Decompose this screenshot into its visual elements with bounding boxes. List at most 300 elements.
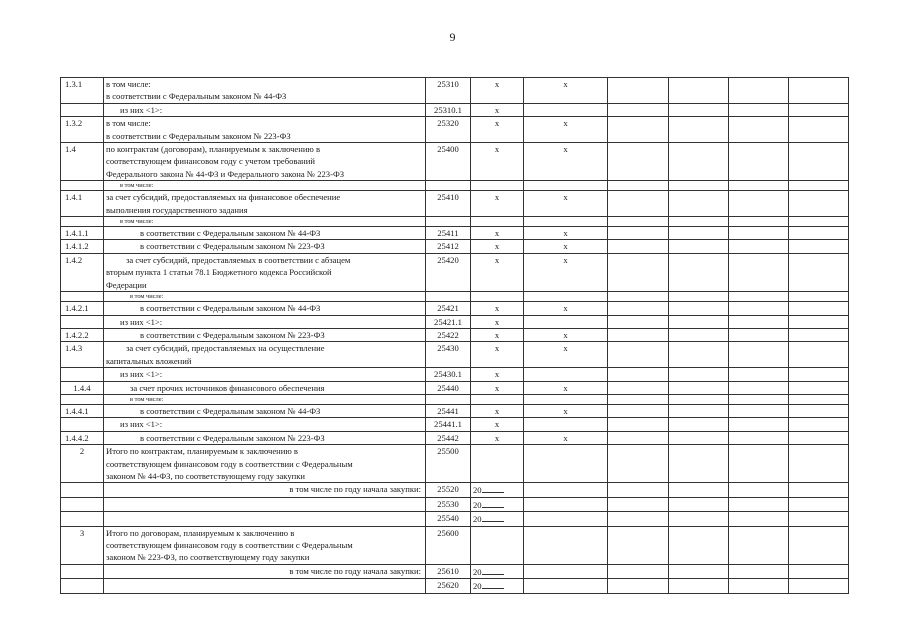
empty-cell [729,143,789,181]
row-description [104,342,426,368]
cell-mark: х [471,342,524,368]
row-description [104,181,426,191]
cell-mark [524,497,608,511]
description-line: в том числе: [130,395,164,403]
cell-mark: х [471,253,524,291]
cell-mark: х [524,143,608,181]
description-line: законом № 223-ФЗ, по соответствующему году закупки [106,552,310,563]
cell-mark: х [524,302,608,315]
empty-cell [608,191,669,217]
row-code: 25421.1 [426,315,471,328]
description-line: в том числе: [120,218,154,226]
row-description [104,579,426,593]
row-number [61,315,104,328]
empty-cell [729,342,789,368]
empty-cell [669,483,729,497]
row-description [104,418,426,431]
empty-cell [789,227,849,240]
table-row [61,579,849,593]
row-code: 25440 [426,381,471,394]
row-code: 25412 [426,240,471,253]
table-row [61,483,849,497]
cell-mark [524,512,608,526]
row-code: 25620 [426,579,471,593]
empty-cell [729,292,789,302]
cell-mark: х [524,431,608,444]
description-line [106,512,423,524]
row-number [61,181,104,191]
empty-cell [669,564,729,578]
empty-cell [789,292,849,302]
empty-cell [669,302,729,315]
empty-cell [789,483,849,497]
cell-mark: х [524,404,608,417]
year-prefix: 20 [473,566,482,577]
description-line: вторым пункта 1 статьи 78.1 Бюджетного кодекса Российской [106,267,332,278]
empty-cell [789,253,849,291]
row-code: 25422 [426,328,471,341]
row-description [104,103,426,116]
description-line: в том числе: [130,293,164,301]
cell-mark [524,217,608,227]
empty-cell [669,404,729,417]
cell-mark [471,445,524,483]
empty-cell [789,497,849,511]
description-line: в том числе: [106,118,151,129]
empty-cell [669,445,729,483]
year-prefix: 20 [473,581,482,592]
cell-mark [524,526,608,564]
description-line: за счет субсидий, предоставляемых на финансовое обеспечение [106,192,341,203]
empty-cell [729,404,789,417]
row-description [104,497,426,511]
year-cell [471,564,524,578]
description-line: за счет субсидий, предоставляемых на осуществление [126,343,325,354]
year-cell [471,579,524,593]
row-number [61,512,104,526]
row-code: 25520 [426,483,471,497]
table-body [61,78,849,594]
description-line: в соответствии с Федеральным законом № 44-ФЗ [140,228,321,239]
empty-cell [729,579,789,593]
table-row [61,381,849,394]
description-line [106,498,423,510]
row-code: 25442 [426,431,471,444]
row-description [104,404,426,417]
cell-mark: х [471,191,524,217]
row-number: 1.4.1.1 [61,227,104,240]
table-row [61,253,849,291]
empty-cell [729,394,789,404]
description-line: Федерации [106,279,147,290]
empty-cell [729,191,789,217]
empty-cell [789,117,849,143]
cell-mark: х [524,117,608,143]
description-line: в соответствии с Федеральным законом № 223-ФЗ [140,329,325,340]
row-description [104,328,426,341]
row-code: 25610 [426,564,471,578]
empty-cell [608,103,669,116]
description-line: из них <1>: [120,369,163,380]
row-description [104,483,426,497]
table-row [61,191,849,217]
row-number: 1.4.2 [61,253,104,291]
empty-cell [729,526,789,564]
cell-mark: х [471,418,524,431]
cell-mark: х [471,103,524,116]
table-row [61,103,849,116]
empty-cell [729,240,789,253]
description-line: в том числе по году начала закупки: [289,565,421,576]
table-row [61,418,849,431]
year-cell [471,512,524,526]
empty-cell [669,394,729,404]
cell-mark: х [471,227,524,240]
empty-cell [729,512,789,526]
empty-cell [789,143,849,181]
cell-mark: х [471,143,524,181]
row-code [426,217,471,227]
cell-mark: х [471,368,524,381]
cell-mark: х [471,381,524,394]
table-row [61,117,849,143]
empty-cell [608,368,669,381]
row-number [61,394,104,404]
year-cell [471,497,524,511]
empty-cell [669,117,729,143]
empty-cell [729,368,789,381]
cell-mark [471,292,524,302]
description-line: в соответствии с Федеральным законом № 44-ФЗ [106,91,287,102]
empty-cell [789,431,849,444]
empty-cell [789,328,849,341]
row-code [426,181,471,191]
table-row [61,512,849,526]
row-number [61,103,104,116]
cell-mark [471,526,524,564]
empty-cell [608,227,669,240]
empty-cell [789,564,849,578]
description-line: Итого по контрактам, планируемым к заключению в [106,446,298,457]
empty-cell [608,445,669,483]
table-row [61,217,849,227]
table-row [61,368,849,381]
cell-mark: х [524,78,608,104]
empty-cell [669,191,729,217]
year-blank-line [482,512,504,522]
table-row [61,181,849,191]
empty-cell [789,368,849,381]
empty-cell [669,497,729,511]
cell-mark [524,315,608,328]
row-number [61,564,104,578]
description-line: соответствующем финансовом году с учетом требований [106,156,315,167]
row-code [426,292,471,302]
row-code: 25530 [426,497,471,511]
row-number [61,217,104,227]
cell-mark: х [471,302,524,315]
empty-cell [608,117,669,143]
empty-cell [729,497,789,511]
empty-cell [789,381,849,394]
row-code: 25310.1 [426,103,471,116]
empty-cell [789,418,849,431]
cell-mark [524,181,608,191]
description-line: Итого по договорам, планируемым к заключению в [106,527,295,538]
table-row [61,431,849,444]
empty-cell [789,217,849,227]
cell-mark: х [471,117,524,143]
empty-cell [608,404,669,417]
empty-cell [789,512,849,526]
row-number: 1.4.4.2 [61,431,104,444]
row-description [104,315,426,328]
row-number [61,292,104,302]
table-row [61,497,849,511]
row-description [104,240,426,253]
year-blank-line [482,579,504,589]
table-row [61,78,849,104]
empty-cell [608,143,669,181]
row-code: 25441.1 [426,418,471,431]
description-line: Федерального закона № 44-ФЗ и Федерального закона № 223-ФЗ [106,168,345,179]
empty-cell [669,181,729,191]
table-row [61,526,849,564]
empty-cell [789,181,849,191]
empty-cell [608,418,669,431]
row-number: 1.3.2 [61,117,104,143]
table-row [61,302,849,315]
empty-cell [789,579,849,593]
table-row [61,292,849,302]
cell-mark [471,181,524,191]
empty-cell [608,78,669,104]
row-description [104,512,426,526]
cell-mark [524,418,608,431]
row-number: 1.4.4 [61,381,104,394]
empty-cell [608,342,669,368]
year-blank-line [482,565,504,575]
row-number: 1.4.4.1 [61,404,104,417]
cell-mark: х [524,191,608,217]
page-number: 9 [449,30,456,44]
empty-cell [608,579,669,593]
row-description [104,381,426,394]
empty-cell [608,302,669,315]
table-row [61,240,849,253]
cell-mark [524,394,608,404]
row-code: 25320 [426,117,471,143]
row-description [104,302,426,315]
empty-cell [789,394,849,404]
description-line: из них <1>: [120,316,163,327]
empty-cell [608,315,669,328]
cell-mark [524,579,608,593]
description-line: в том числе: [106,79,151,89]
table-row [61,227,849,240]
cell-mark: х [471,404,524,417]
empty-cell [608,328,669,341]
cell-mark: х [524,253,608,291]
table-row [61,342,849,368]
row-description [104,253,426,291]
empty-cell [729,103,789,116]
empty-cell [669,103,729,116]
cell-mark [524,483,608,497]
empty-cell [608,564,669,578]
row-number: 1.3.1 [61,78,104,104]
row-description [104,117,426,143]
empty-cell [669,418,729,431]
cell-mark [524,292,608,302]
empty-cell [669,579,729,593]
description-line: соответствующем финансовом году в соответствии с Федеральным [106,458,353,469]
row-code: 25600 [426,526,471,564]
empty-cell [608,253,669,291]
empty-cell [669,143,729,181]
description-line: капитальных вложений [106,355,192,366]
cell-mark [471,394,524,404]
row-number: 1.4.2.2 [61,328,104,341]
year-blank-line [482,483,504,493]
empty-cell [669,512,729,526]
empty-cell [669,217,729,227]
empty-cell [669,253,729,291]
empty-cell [608,217,669,227]
empty-cell [729,315,789,328]
empty-cell [789,342,849,368]
year-prefix: 20 [473,485,482,496]
empty-cell [669,292,729,302]
empty-cell [608,431,669,444]
empty-cell [729,253,789,291]
empty-cell [729,78,789,104]
row-description [104,78,426,104]
empty-cell [729,418,789,431]
cell-mark: х [524,240,608,253]
empty-cell [729,381,789,394]
empty-cell [669,431,729,444]
empty-cell [608,240,669,253]
description-line: в том числе по году начала закупки: [289,484,421,495]
row-number: 3 [61,526,104,564]
row-code: 25430.1 [426,368,471,381]
table-row [61,564,849,578]
cell-mark [471,217,524,227]
row-number [61,579,104,593]
cell-mark: х [524,342,608,368]
empty-cell [789,315,849,328]
row-description [104,292,426,302]
empty-cell [789,103,849,116]
empty-cell [608,526,669,564]
empty-cell [729,181,789,191]
table-row [61,404,849,417]
row-number: 1.4 [61,143,104,181]
empty-cell [608,394,669,404]
row-number [61,497,104,511]
procurement-table [60,77,849,594]
cell-mark [524,103,608,116]
description-line: в соответствии с Федеральным законом № 223-ФЗ [106,130,291,141]
description-line: выполнения государственного задания [106,204,248,215]
row-description [104,368,426,381]
row-description [104,217,426,227]
empty-cell [789,78,849,104]
cell-mark: х [524,328,608,341]
empty-cell [729,117,789,143]
description-line: в соответствии с Федеральным законом № 44-ФЗ [140,405,321,416]
row-description [104,431,426,444]
empty-cell [669,526,729,564]
table-row [61,328,849,341]
description-line: в соответствии с Федеральным законом № 44-ФЗ [140,303,321,314]
empty-cell [669,227,729,240]
row-number: 2 [61,445,104,483]
description-line: в соответствии с Федеральным законом № 223-ФЗ [140,432,325,443]
empty-cell [729,431,789,444]
empty-cell [729,564,789,578]
empty-cell [608,483,669,497]
empty-cell [669,240,729,253]
row-code: 25441 [426,404,471,417]
row-description [104,564,426,578]
cell-mark [524,564,608,578]
cell-mark: х [471,431,524,444]
empty-cell [669,342,729,368]
row-code: 25411 [426,227,471,240]
empty-cell [669,368,729,381]
row-code: 25540 [426,512,471,526]
empty-cell [789,526,849,564]
empty-cell [789,191,849,217]
row-code: 25430 [426,342,471,368]
empty-cell [608,181,669,191]
empty-cell [608,292,669,302]
description-line [106,579,423,591]
empty-cell [608,497,669,511]
cell-mark [524,445,608,483]
cell-mark: х [471,78,524,104]
row-number: 1.4.1.2 [61,240,104,253]
empty-cell [789,445,849,483]
cell-mark: х [471,240,524,253]
row-description [104,445,426,483]
empty-cell [729,227,789,240]
row-code: 25420 [426,253,471,291]
row-number [61,483,104,497]
row-description [104,227,426,240]
description-line: по контрактам (договорам), планируемым к заключению в [106,144,321,155]
description-line: за счет субсидий, предоставляемых в соответствии с абзацем [126,254,351,265]
description-line: из них <1>: [120,419,163,430]
empty-cell [729,302,789,315]
year-prefix: 20 [473,499,482,510]
table-row [61,445,849,483]
row-number [61,418,104,431]
table-row [61,315,849,328]
empty-cell [789,240,849,253]
year-cell [471,483,524,497]
empty-cell [669,328,729,341]
empty-cell [608,512,669,526]
empty-cell [669,78,729,104]
row-number: 1.4.2.1 [61,302,104,315]
year-blank-line [482,498,504,508]
row-description [104,526,426,564]
empty-cell [729,483,789,497]
table-row [61,394,849,404]
